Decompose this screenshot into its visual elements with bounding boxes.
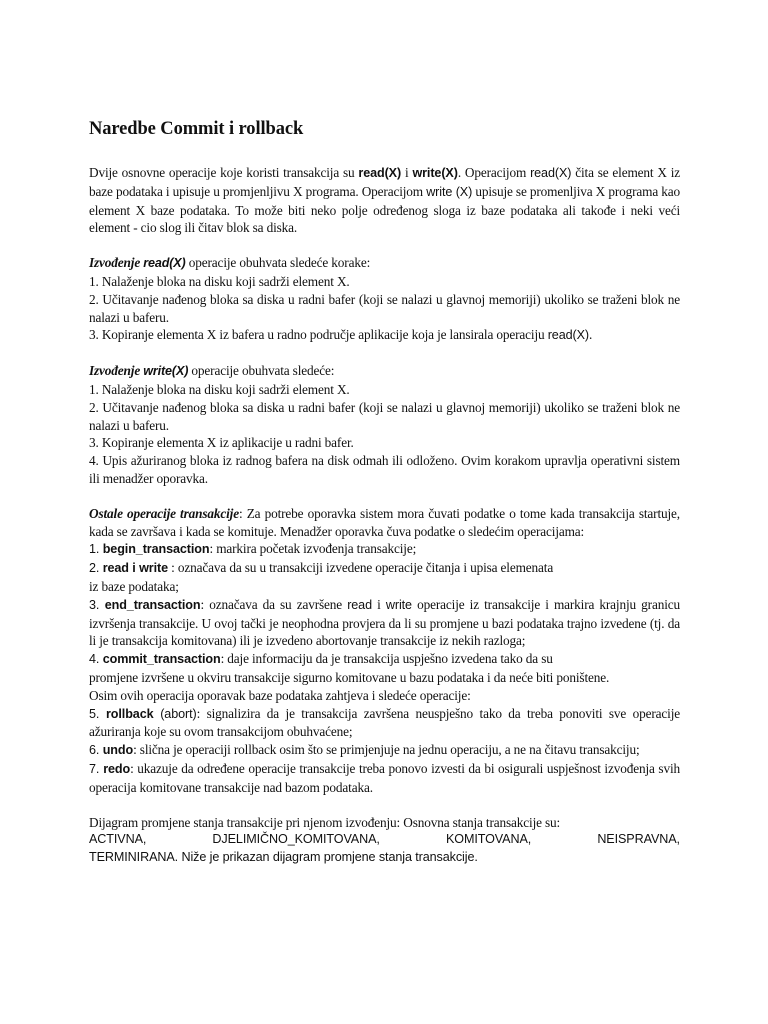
write-step-1: 1. Nalaženje bloka na disku koji sadrži element X. xyxy=(89,381,350,397)
op-7-num: 7. xyxy=(89,761,104,776)
intro-text-1: Dvije osnovne operacije koje koristi transakcija su xyxy=(89,165,359,180)
state-neispravna: NEISPRAVNA, xyxy=(597,832,680,847)
op-3-read-term: read xyxy=(347,597,372,612)
op-5-abort: (abort) xyxy=(153,706,197,721)
read-lead-text: operacije obuhvata sledeće korake: xyxy=(185,255,371,271)
op-2-num: 2. xyxy=(89,561,103,576)
op-3-name: end_transaction xyxy=(104,597,201,612)
intro-text-2: i xyxy=(401,165,413,180)
op-6-name: undo xyxy=(102,743,134,758)
intro-text-4: čita se element X iz baze podataka i upisuje u promjenljivu X programa. Operacijom xyxy=(89,165,680,199)
op-2-text: : označava da su u transakciji izvedene operacije čitanja i upisa elemenata xyxy=(168,560,554,576)
write-step-3: 3. Kopiranje elementa X iz aplikacije u radni bafer. xyxy=(89,435,354,451)
write-step-4: 4. Upis ažuriranog bloka iz radnog bafera na disk odmah ili odloženo. Ovim korakom upravlja operativni sistem ili menadžer oporavka. xyxy=(89,453,680,486)
document-body xyxy=(89,118,680,867)
op-item-7 xyxy=(89,760,680,797)
op-item-2 xyxy=(89,559,680,578)
op-item-4 xyxy=(89,650,680,669)
diagram-line-1: Dijagram promjene stanja transakcije pri njenom izvođenju: Osnovna stanja transakcije su: xyxy=(89,814,561,830)
op-5-num: 5. xyxy=(89,706,106,721)
op-1-text: : markira početak izvođenja transakcije; xyxy=(209,541,417,557)
other-ops-section xyxy=(89,505,680,797)
op-1-num: 1. xyxy=(89,542,103,557)
op-item-1 xyxy=(89,540,680,559)
op-4-text: : daje informaciju da je transakcija uspješno izvedena tako da su xyxy=(220,651,553,667)
write-section xyxy=(89,362,680,488)
write-lead-term: write(X) xyxy=(143,364,189,379)
op-3-text-c: operacije iz transakcije i markira krajnju granicu izvršenja transakcije. U ovoj tački je neophodna provjera da li su promjene u bazi podataka trajno izvedene (tj. da li je transakcija komitovana) ili je izvedeno abortovanje transakcije iz nekih razloga; xyxy=(89,596,680,649)
state-komitovana: KOMITOVANA, xyxy=(445,832,532,847)
op-3-write-term: write xyxy=(385,597,412,612)
op-7-name: redo xyxy=(103,761,131,776)
other-ops-lead: Ostale operacije transakcije xyxy=(89,505,239,521)
read-step-1: 1. Nalaženje bloka na disku koji sadrži element X. xyxy=(89,273,350,289)
state-djelimicno-komitovana: DJELIMIČNO_KOMITOVANA, xyxy=(212,832,380,847)
intro-text-5: upisuje se promenljiva X programa kao element X baze podataka. To može biti neko polje određenog sloga iz baze podataka ali takođe i neki veći element - cio slog ili čitav blok sa diska. xyxy=(89,183,681,236)
op-6-text: : slična je operaciji rollback osim što se primjenjuje na jednu operaciju, a ne na čitavu transakciju; xyxy=(133,742,640,758)
read-x-term: read(X) xyxy=(358,166,402,180)
write-step-2: 2. Učitavanje nađenog bloka sa diska u radni bafer (koji se nalazi u glavnoj memoriji) ukoliko se traženi blok ne nalazi u baferu. xyxy=(89,399,680,433)
diagram-section xyxy=(89,814,680,867)
write-lead-text: operacije obuhvata sledeće: xyxy=(188,363,335,379)
op-5-name: rollback xyxy=(106,706,154,721)
read-section-lead xyxy=(89,254,680,273)
op-3-text-b: i xyxy=(372,596,386,612)
op-4-name: commit_transaction xyxy=(102,652,221,667)
intro-paragraph xyxy=(89,164,680,237)
read-lead-term: read(X) xyxy=(143,256,186,271)
op-item-5 xyxy=(89,705,680,742)
state-activna: ACTIVNA, xyxy=(89,832,147,847)
page-title: Naredbe Commit i rollback xyxy=(89,119,304,139)
read-step-3-end: . xyxy=(589,327,593,343)
read-step-2: 2. Učitavanje nađenog bloka sa diska u radni bafer (koji se nalazi u glavnoj memoriji) ukoliko se traženi blok ne nalazi u baferu. xyxy=(89,291,680,325)
op-3-num: 3. xyxy=(89,597,105,612)
write-lead-italic: Izvođenje xyxy=(89,363,144,379)
read-lead-italic: Izvođenje xyxy=(89,255,144,271)
read-x-term-2: read(X) xyxy=(530,166,572,180)
diagram-last-line: TERMINIRANA. Niže je prikazan dijagram promjene stanja transakcije. xyxy=(89,850,478,865)
op-6-num: 6. xyxy=(89,743,103,758)
op-item-2-cont: iz baze podataka; xyxy=(89,578,179,594)
op-3-text-a: : označava da su završene xyxy=(200,596,348,612)
diagram-states xyxy=(89,831,680,849)
op-1-name: begin_transaction xyxy=(102,542,210,557)
op-5-text: : signalizira da je transakcija završena neuspješno tako da treba ponoviti sve operacije ažuriranja koje su ovom transakcijom obuhvaćene; xyxy=(89,705,681,740)
op-item-6 xyxy=(89,741,680,760)
read-step-3-text: 3. Kopiranje elementa X iz bafera u radno područje aplikacije koja je lansirala operaciju xyxy=(89,327,548,343)
write-x-term-2: write (X) xyxy=(426,184,473,199)
intro-text-3: . Operacijom xyxy=(457,165,531,180)
write-section-lead xyxy=(89,362,680,381)
op-2-name: read i write xyxy=(102,561,168,576)
op-item-3 xyxy=(89,596,680,650)
other-ops-intro xyxy=(89,505,680,541)
write-x-term: write(X) xyxy=(412,166,458,180)
op-item-4-cont: promjene izvršene u okviru transakcije sigurno komitovane u bazu podataka i da neće biti poništene. xyxy=(89,669,610,685)
other-ops-text: : Za potrebe oporavka sistem mora čuvati podatke o tome kada transakcija startuje, kada se završava i kada se komituje. Menadžer oporavka čuva podatke o sledećim operacijama: xyxy=(89,505,680,539)
read-section xyxy=(89,254,680,345)
op-7-text: : ukazuje da određene operacije transakcije treba ponovo izvesti da bi osigurali uspješnost izvođenja svih operacija komitovane transakcije nad bazom podataka. xyxy=(89,760,680,795)
other-ops-also: Osim ovih operacija oporavak baze podataka zahtjeva i sledeće operacije: xyxy=(89,687,471,703)
read-step-3 xyxy=(89,326,680,345)
op-4-num: 4. xyxy=(89,652,103,667)
read-step-3-term: read(X) xyxy=(547,328,589,343)
